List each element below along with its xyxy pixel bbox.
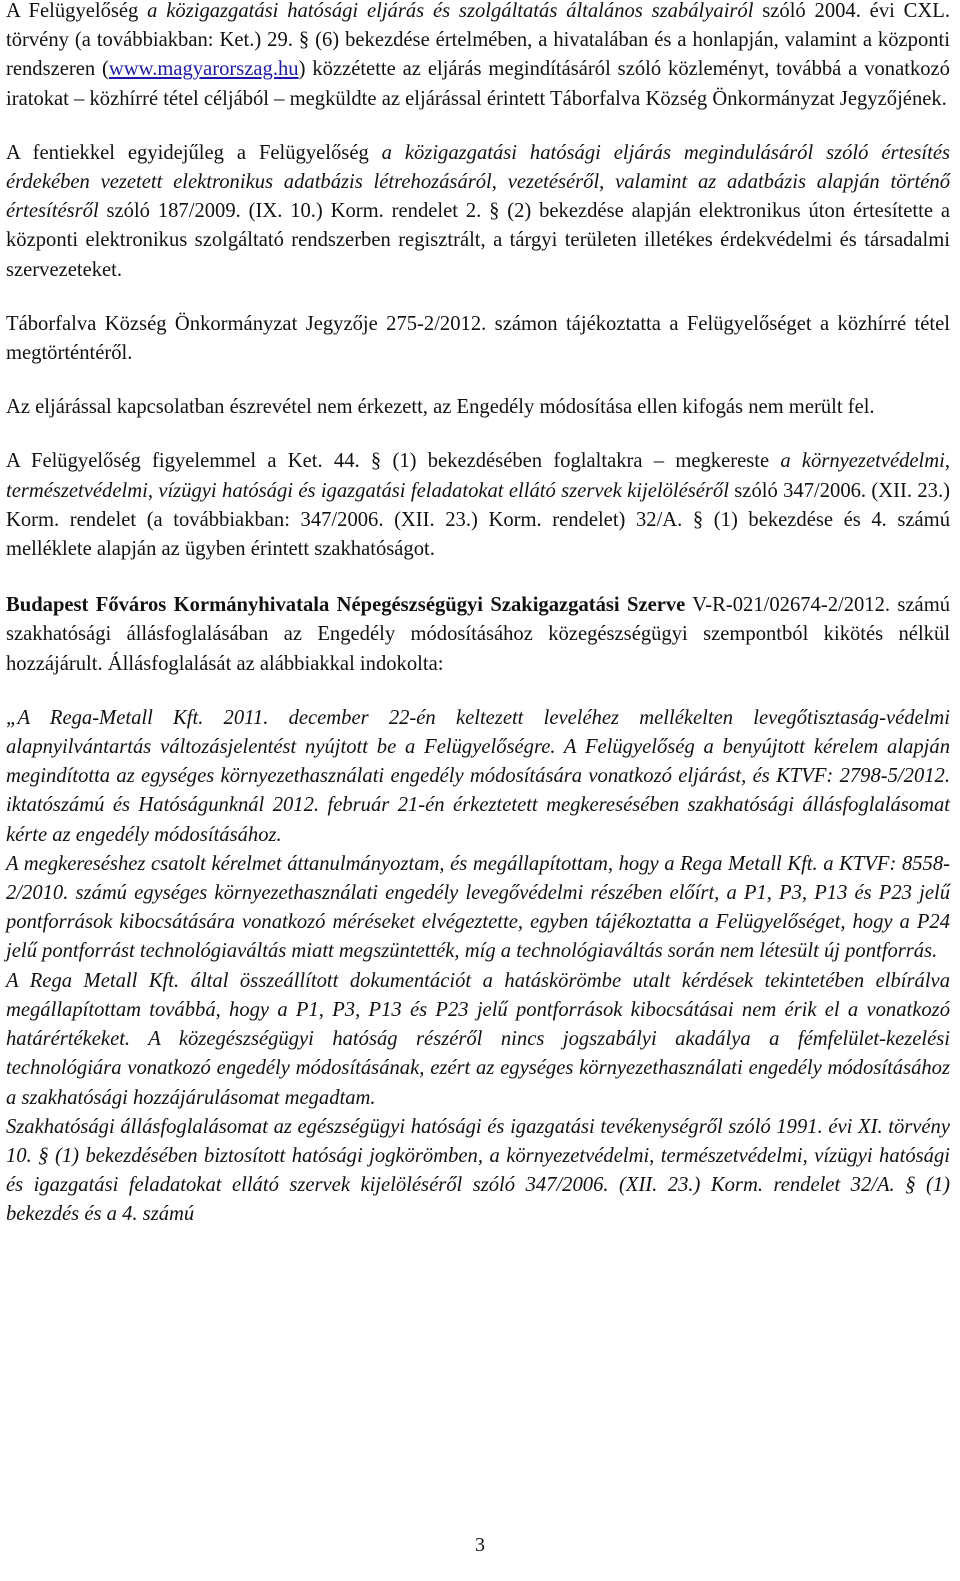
quote-paragraph-4: Szakhatósági állásfoglalásomat az egészségügyi hatósági és igazgatási tevékenységről szóló 1991. évi XI. törvény 10. § (1) bekezdésében biztosított hatósági jogkörömben, a környezetvédelmi, természetvédelmi, vízügyi hatósági és igazgatási feladatokat ellátó szervek kijelöléséről szóló 347/2006. (XII. 23.) Korm. rendelet 32/A. § (1) bekezdés és a 4. számú	[6, 1115, 950, 1226]
quote-paragraph-3: A Rega Metall Kft. által összeállított dokumentációt a hatáskörömbe utalt kérdések tekintetében elbírálva megállapítottam továbbá, hogy a P1, P3, P13 és P23 jelű pontforrások kibocsátásai nem érik el a vonatkozó határértékeket. A közegészségügyi hatóság részéről nincs jogszabályi akadálya a fémfelület-kezelési technológiára vonatkozó engedély módosításának, ezért az egységes környezethasználati engedély módosításához a szakhatósági hozzájárulásomat megadtam.	[6, 969, 950, 1109]
magyarorszag-link[interactable]: www.magyarorszag.hu	[108, 58, 299, 81]
quote-paragraph-1: „A Rega-Metall Kft. 2011. december 22-én keltezett leveléhez mellékelten levegőtisztaság-védelmi alapnyilvántartás változásjelentést nyújtott be a Felügyelőségre. A Felügyelőség a benyújtott kérelem alapján megindította az egységes környezethasználati engedély módosítására vonatkozó eljárást, és KTVF: 2798-5/2012. iktatószámú és Hatóságunknál 2012. február 21-én érkeztetett megkeresésében szakhatósági állásfoglalásomat kérte az engedély módosításához.	[6, 706, 950, 846]
paragraph-health-authority: Budapest Főváros Kormányhivatala Népegészségügyi Szakigazgatási Szerve V-R-021/02674-2/2012. számú szakhatósági állásfoglalásában az Engedély módosításához közegészségügyi szempontból kikötés nélkül hozzájárult. Állásfoglalását az alábbiakkal indokolta:	[6, 594, 951, 675]
document-page	[6, 0, 950, 1230]
authority-name: Budapest Főváros Kormányhivatala Népegészségügyi Szakigazgatási Szerve	[6, 594, 686, 617]
paragraph-notary-info: Táborfalva Község Önkormányzat Jegyzője 275-2/2012. számon tájékoztatta a Felügyelőséget a közhírré tétel megtörténtéről.	[6, 312, 950, 365]
paragraph-publication: A Felügyelőség a közigazgatási hatósági eljárás és szolgáltatás általános szabályairól szóló 2004. évi CXL. törvény (a továbbiakban: Ket.) 29. § (6) bekezdése értelmében, a hivatalában és a honlapján, valamint a központi rendszeren (www.magyarorszag.hu) közzétette az eljárás megindításáról szóló közleményt, továbbá a vonatkozó iratokat – közhírré tétel céljából – megküldte az eljárással érintett Táborfalva Község Önkormányzat Jegyzőjének.	[6, 0, 950, 110]
quote-paragraph-2: A megkereséshez csatolt kérelmet áttanulmányoztam, és megállapítottam, hogy a Rega Metall Kft. a KTVF: 8558-2/2010. számú egységes környezethasználati engedély levegővédelmi részében előírt, a P1, P3, P13 és P23 jelű pontforrások kibocsátására vonatkozó méréseket elvégeztette, egyben tájékoztatta a Felügyelőséget, hogy a P24 jelű pontforrást technológiaváltás miatt megszüntették, míg a technológiaváltás során nem létesült új pontforrás.	[6, 852, 950, 963]
paragraph-notification: A fentiekkel egyidejűleg a Felügyelőség a közigazgatási hatósági eljárás megindulásáról szóló értesítés érdekében vezetett elektronikus adatbázis létrehozásáról, vezetéséről, valamint az adatbázis alapján történő értesítésről szóló 187/2009. (IX. 10.) Korm. rendelet 2. § (2) bekezdése alapján elektronikus úton értesítette a központi elektronikus szolgáltató rendszerben regisztrált, a tárgyi területen illetékes érdekvédelmi és társadalmi szervezeteket.	[6, 141, 950, 281]
paragraph-authority-request: A Felügyelőség figyelemmel a Ket. 44. § (1) bekezdésében foglaltakra – megkereste a környezetvédelmi, természetvédelmi, vízügyi hatósági és igazgatási feladatokat ellátó szervek kijelöléséről szóló 347/2006. (XII. 23.) Korm. rendelet (a továbbiakban: 347/2006. (XII. 23.) Korm. rendelet) 32/A. § (1) bekezdése és 4. számú melléklete alapján az ügyben érintett szakhatóságot.	[6, 450, 950, 561]
paragraph-no-objection: Az eljárással kapcsolatban észrevétel nem érkezett, az Engedély módosítása ellen kifogás nem merült fel.	[6, 396, 875, 419]
page-number: 3	[475, 1534, 485, 1556]
